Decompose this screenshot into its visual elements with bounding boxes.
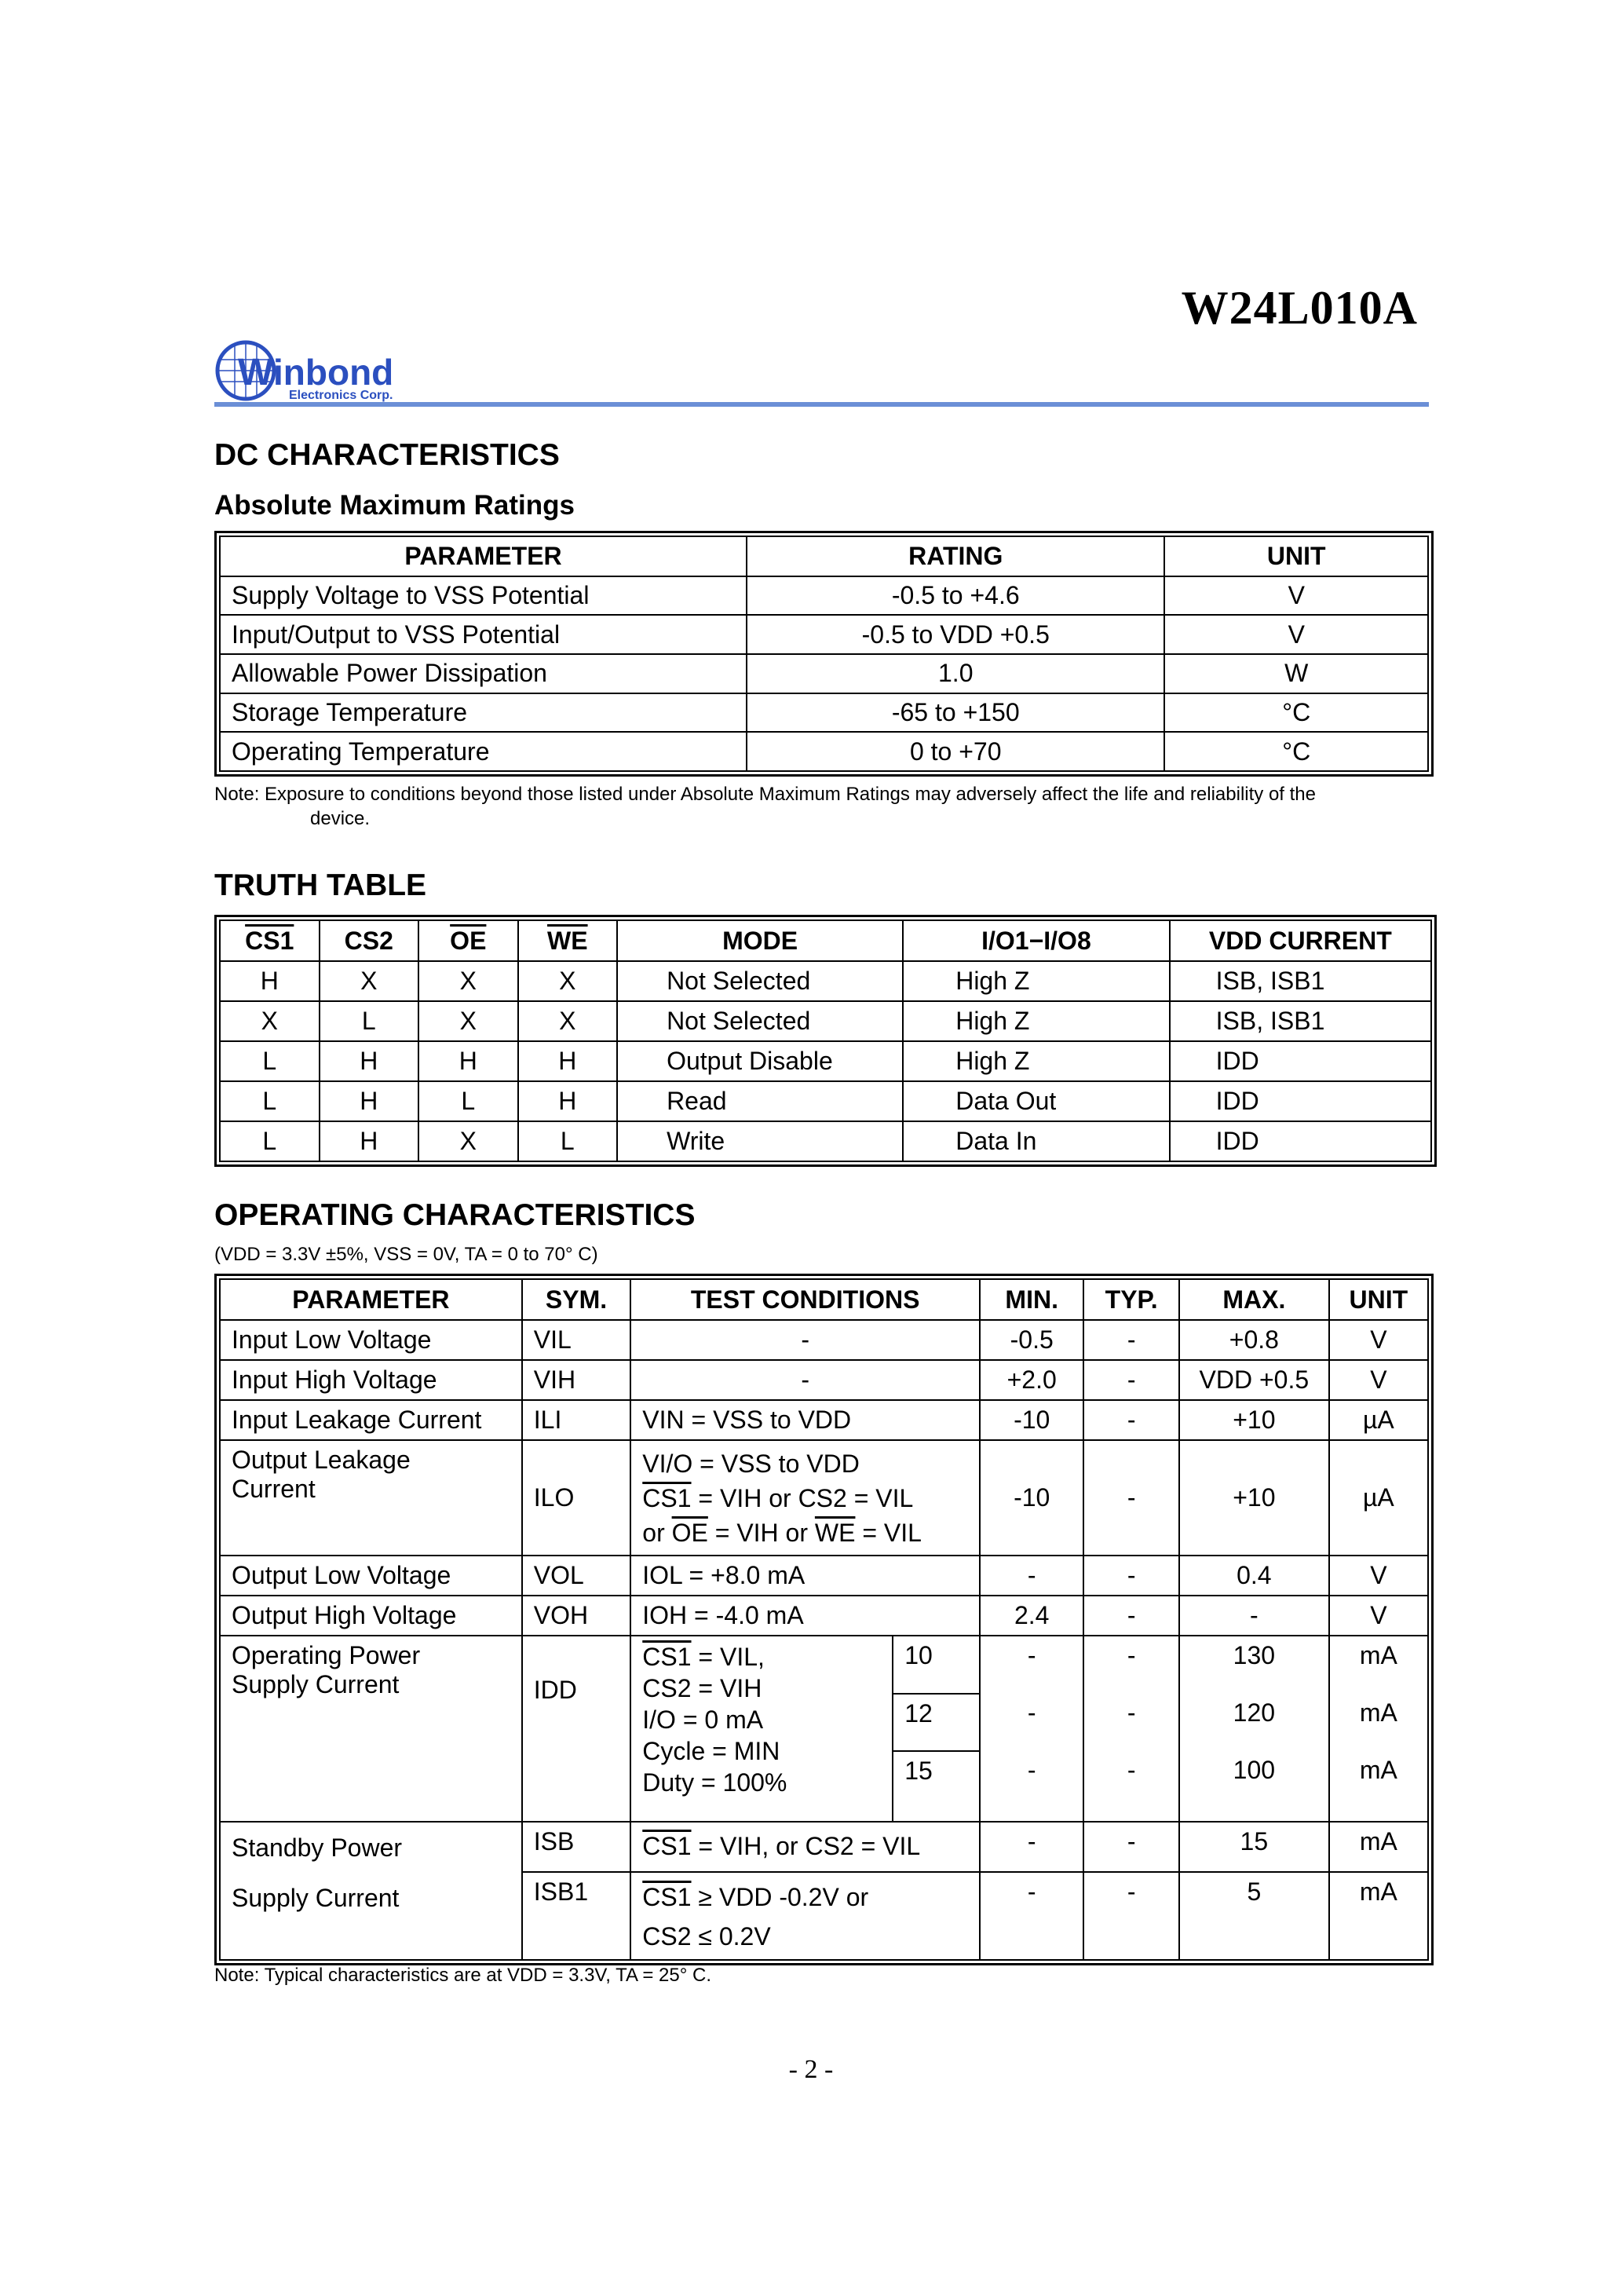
op-conditions [630, 1636, 893, 1822]
op-unit: mA [1329, 1751, 1428, 1822]
truth-oe: H [418, 1041, 518, 1081]
op-sym: ILI [522, 1400, 631, 1440]
abs-unit: W [1164, 654, 1428, 693]
op-parameter-line1: Standby Power [232, 1834, 403, 1863]
op-typ: - [1083, 1320, 1179, 1360]
svg-text:Electronics Corp.: Electronics Corp. [289, 389, 393, 402]
op-conditions: - [630, 1320, 980, 1360]
abs-header-rating: RATING [747, 536, 1164, 576]
header-rule [214, 402, 1429, 407]
op-unit: µA [1329, 1440, 1428, 1556]
cs1-signal: CS1 [642, 1483, 692, 1512]
op-condition-line3: I/O = 0 mA [642, 1706, 764, 1735]
truth-mode: Read [617, 1081, 903, 1121]
op-parameter [220, 1636, 522, 1822]
op-condition-line2: CS2 ≤ 0.2V [642, 1921, 771, 1951]
op-typ: - [1083, 1636, 1179, 1694]
op-typ: - [1083, 1360, 1179, 1400]
op-header-test-conditions: TEST CONDITIONS [630, 1279, 980, 1320]
op-conditions [630, 1440, 980, 1556]
op-speed-grade: 12 [893, 1694, 980, 1752]
condition-text: = VIL [855, 1518, 922, 1547]
truth-table-title: TRUTH TABLE [214, 868, 427, 902]
operating-characteristics-title: OPERATING CHARACTERISTICS [214, 1198, 696, 1232]
abs-note-line2: device. [310, 808, 371, 829]
op-header-min: MIN. [980, 1279, 1083, 1320]
op-speed-grade: 15 [893, 1751, 980, 1822]
operating-table [214, 1274, 1434, 1965]
truth-row [220, 961, 1431, 1001]
op-parameter: Input High Voltage [220, 1360, 522, 1400]
op-typ: - [1083, 1751, 1179, 1822]
truth-header-vdd-current: VDD CURRENT [1170, 920, 1431, 961]
op-min: - [980, 1694, 1083, 1752]
op-sym: VOL [522, 1556, 631, 1596]
op-max: VDD +0.5 [1179, 1360, 1329, 1400]
truth-cs2: H [320, 1081, 419, 1121]
abs-rating: -65 to +150 [747, 693, 1164, 733]
abs-header-parameter: PARAMETER [220, 536, 747, 576]
op-row-output-low [220, 1556, 1428, 1596]
abs-header-unit: UNIT [1164, 536, 1428, 576]
op-conditions [630, 1872, 980, 1960]
truth-cs1: H [220, 961, 320, 1001]
truth-current: ISB, ISB1 [1170, 1001, 1431, 1041]
truth-io: Data Out [903, 1081, 1169, 1121]
op-unit: mA [1329, 1636, 1428, 1694]
truth-io: High Z [903, 1041, 1169, 1081]
op-row-standby-isb [220, 1822, 1428, 1871]
op-parameter [220, 1440, 522, 1556]
truth-oe: L [418, 1081, 518, 1121]
oe-signal: $\overline{OE}$ [671, 1518, 708, 1547]
truth-io: Data In [903, 1121, 1169, 1161]
op-condition-line5: Duty = 100% [642, 1768, 787, 1797]
op-min: -10 [980, 1440, 1083, 1556]
op-row-output-leakage [220, 1440, 1428, 1556]
op-min: - [980, 1822, 1083, 1871]
truth-cs2: H [320, 1041, 419, 1081]
abs-max-title: Absolute Maximum Ratings [214, 490, 575, 521]
op-max: 120 [1179, 1694, 1329, 1752]
op-unit: mA [1329, 1822, 1428, 1871]
op-min: -0.5 [980, 1320, 1083, 1360]
truth-mode: Output Disable [617, 1041, 903, 1081]
truth-header-io: I/O1−I/O8 [903, 920, 1169, 961]
abs-row [220, 576, 1428, 616]
truth-cs1: L [220, 1121, 320, 1161]
dc-characteristics-title: DC CHARACTERISTICS [214, 438, 560, 472]
op-max: +0.8 [1179, 1320, 1329, 1360]
truth-header-cs2: CS2 [320, 920, 419, 961]
op-parameter [220, 1822, 522, 1960]
op-sym: VIL [522, 1320, 631, 1360]
truth-row [220, 1041, 1431, 1081]
truth-header-cs1: CS1 [245, 926, 294, 955]
op-min: - [980, 1872, 1083, 1960]
op-condition-line3 [642, 1515, 971, 1550]
truth-cs1: L [220, 1081, 320, 1121]
op-conditions: VIN = VSS to VDD [630, 1400, 980, 1440]
op-min: - [980, 1751, 1083, 1822]
op-header-max: MAX. [1179, 1279, 1329, 1320]
op-header-sym: SYM. [522, 1279, 631, 1320]
truth-io: High Z [903, 961, 1169, 1001]
abs-rating: 1.0 [747, 654, 1164, 693]
truth-cs2: L [320, 1001, 419, 1041]
abs-rating: -0.5 to +4.6 [747, 576, 1164, 616]
truth-oe: X [418, 961, 518, 1001]
op-typ: - [1083, 1872, 1179, 1960]
abs-note-line1: Note: Exposure to conditions beyond those listed under Absolute Maximum Ratings may adversely affect the life and reliability of the [214, 784, 1316, 805]
op-unit: V [1329, 1320, 1428, 1360]
truth-we: X [518, 1001, 618, 1041]
truth-we: L [518, 1121, 618, 1161]
truth-header-oe: $\overline{OE}$ [450, 926, 487, 955]
abs-row [220, 615, 1428, 654]
truth-mode: Not Selected [617, 961, 903, 1001]
op-conditions [630, 1822, 980, 1871]
op-parameter-line1: Output Leakage [232, 1446, 411, 1475]
op-unit: µA [1329, 1400, 1428, 1440]
op-max: 130 [1179, 1636, 1329, 1694]
op-parameter-line1: Operating Power [232, 1641, 421, 1670]
truth-header-mode: MODE [617, 920, 903, 961]
op-parameter-line2: Supply Current [232, 1884, 400, 1913]
op-speed-grade: 10 [893, 1636, 980, 1694]
condition-text: = VIH or CS2 = VIL [691, 1483, 914, 1512]
op-conditions: IOH = -4.0 mA [630, 1596, 980, 1636]
truth-cs2: H [320, 1121, 419, 1161]
op-typ: - [1083, 1694, 1179, 1752]
condition-text: = VIH, or CS2 = VIL [691, 1832, 921, 1861]
truth-oe: X [418, 1001, 518, 1041]
truth-io: High Z [903, 1001, 1169, 1041]
truth-cs1: X [220, 1001, 320, 1041]
op-max: +10 [1179, 1440, 1329, 1556]
op-row-input-high [220, 1360, 1428, 1400]
abs-unit: V [1164, 576, 1428, 616]
abs-parameter: Supply Voltage to VSS Potential [220, 576, 747, 616]
condition-text: ≥ VDD -0.2V or [691, 1882, 869, 1911]
op-min: +2.0 [980, 1360, 1083, 1400]
truth-oe: X [418, 1121, 518, 1161]
truth-mode: Not Selected [617, 1001, 903, 1041]
op-max: +10 [1179, 1400, 1329, 1440]
truth-we: H [518, 1081, 618, 1121]
op-condition-line1 [642, 1641, 884, 1673]
op-row-operating-power [220, 1636, 1428, 1694]
op-typ: - [1083, 1596, 1179, 1636]
op-typ: - [1083, 1440, 1179, 1556]
abs-unit: V [1164, 615, 1428, 654]
abs-max-table [214, 531, 1434, 777]
op-row-input-leakage [220, 1400, 1428, 1440]
truth-header-we: $\overline{WE}$ [547, 926, 588, 955]
op-parameter: Output High Voltage [220, 1596, 522, 1636]
op-typ: - [1083, 1822, 1179, 1871]
op-parameter: Input Leakage Current [220, 1400, 522, 1440]
op-min: 2.4 [980, 1596, 1083, 1636]
op-typ: - [1083, 1400, 1179, 1440]
op-row-output-high [220, 1596, 1428, 1636]
op-sym: ISB1 [522, 1872, 631, 1960]
cs1-signal: CS1 [642, 1832, 692, 1861]
truth-row [220, 1001, 1431, 1041]
op-min: -10 [980, 1400, 1083, 1440]
cs1-signal: CS1 [642, 1882, 692, 1911]
op-condition-line4: Cycle = MIN [642, 1737, 780, 1766]
truth-cs2: X [320, 961, 419, 1001]
op-condition-line1: VI/O = VSS to VDD [642, 1449, 860, 1478]
op-conditions: - [630, 1360, 980, 1400]
abs-rating: -0.5 to VDD +0.5 [747, 615, 1164, 654]
condition-text: or [642, 1518, 672, 1547]
op-typ: - [1083, 1556, 1179, 1596]
operating-conditions: (VDD = 3.3V ±5%, VSS = 0V, TA = 0 to 70° C) [214, 1244, 598, 1265]
op-parameter: Input Low Voltage [220, 1320, 522, 1360]
op-max: 0.4 [1179, 1556, 1329, 1596]
op-min: - [980, 1636, 1083, 1694]
op-sym: VIH [522, 1360, 631, 1400]
op-max: - [1179, 1596, 1329, 1636]
we-signal: $\overline{WE}$ [814, 1518, 856, 1547]
abs-rating: 0 to +70 [747, 732, 1164, 771]
op-parameter: Output Low Voltage [220, 1556, 522, 1596]
abs-parameter: Input/Output to VSS Potential [220, 615, 747, 654]
page-number: - 2 - [788, 2055, 834, 2084]
abs-parameter: Storage Temperature [220, 693, 747, 733]
op-sym: VOH [522, 1596, 631, 1636]
operating-note: Note: Typical characteristics are at VDD = 3.3V, TA = 25° C. [214, 1965, 712, 1986]
op-sym: ILO [522, 1440, 631, 1556]
truth-current: IDD [1170, 1041, 1431, 1081]
op-sym: IDD [522, 1636, 631, 1822]
svg-text:inbond: inbond [273, 352, 394, 393]
abs-row [220, 693, 1428, 733]
truth-row [220, 1081, 1431, 1121]
op-max: 15 [1179, 1822, 1329, 1871]
truth-table [214, 915, 1437, 1167]
op-conditions: IOL = +8.0 mA [630, 1556, 980, 1596]
condition-text: = VIH or [707, 1518, 815, 1547]
truth-current: IDD [1170, 1081, 1431, 1121]
op-header-unit: UNIT [1329, 1279, 1428, 1320]
truth-row [220, 1121, 1431, 1161]
op-condition-line2 [642, 1481, 971, 1515]
abs-parameter: Operating Temperature [220, 732, 747, 771]
op-unit: V [1329, 1360, 1428, 1400]
op-unit: mA [1329, 1872, 1428, 1960]
part-number: W24L010A [1181, 282, 1418, 334]
op-max: 5 [1179, 1872, 1329, 1960]
abs-unit: °C [1164, 693, 1428, 733]
op-sym: ISB [522, 1822, 631, 1871]
truth-cs1: L [220, 1041, 320, 1081]
condition-text: = VIL, [691, 1643, 765, 1672]
op-parameter-line2: Supply Current [232, 1670, 400, 1699]
cs1-signal: CS1 [642, 1643, 692, 1672]
op-unit: V [1329, 1596, 1428, 1636]
op-max: 100 [1179, 1751, 1329, 1822]
truth-mode: Write [617, 1121, 903, 1161]
abs-unit: °C [1164, 732, 1428, 771]
op-condition-line2: CS2 = VIH [642, 1674, 762, 1703]
abs-parameter: Allowable Power Dissipation [220, 654, 747, 693]
winbond-logo [214, 336, 434, 407]
svg-text:W: W [238, 352, 274, 393]
op-condition-line1 [642, 1877, 971, 1917]
op-parameter-line2: Current [232, 1475, 316, 1504]
abs-row [220, 654, 1428, 693]
op-header-parameter: PARAMETER [220, 1279, 522, 1320]
truth-we: H [518, 1041, 618, 1081]
truth-current: ISB, ISB1 [1170, 961, 1431, 1001]
op-unit: V [1329, 1556, 1428, 1596]
op-header-typ: TYP. [1083, 1279, 1179, 1320]
truth-current: IDD [1170, 1121, 1431, 1161]
op-unit: mA [1329, 1694, 1428, 1752]
abs-row [220, 732, 1428, 771]
op-min: - [980, 1556, 1083, 1596]
truth-we: X [518, 961, 618, 1001]
op-row-input-low [220, 1320, 1428, 1360]
